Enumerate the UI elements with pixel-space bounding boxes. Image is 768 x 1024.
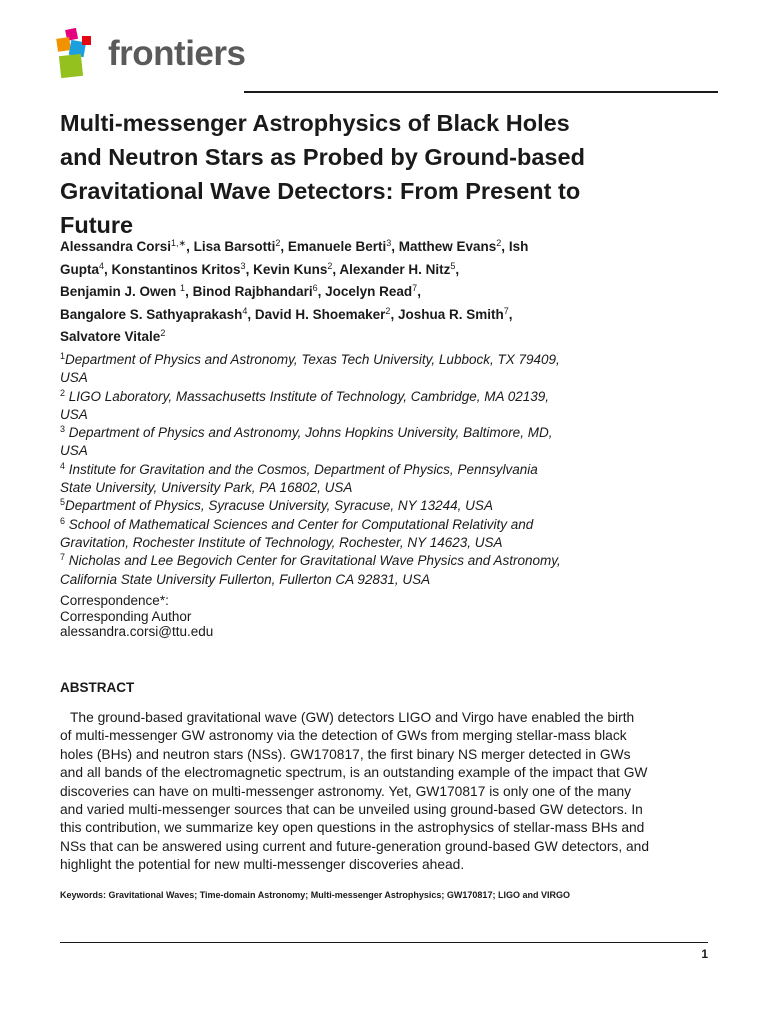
paper-title [60, 106, 700, 242]
affiliation-number: 7 [60, 552, 66, 563]
author-line: Bangalore S. Sathyaprakash$^4$, David H. Shoemaker$^2$, Joshua R. Smith$^7$, [60, 305, 513, 322]
author-affil-mark: 3 [386, 238, 392, 248]
affiliation-item: USA [60, 443, 88, 459]
affiliation-item: $^2$ LIGO Laboratory, Massachusetts Institute of Technology, Cambridge, MA 02139, [60, 387, 550, 404]
author-name: Bangalore S. Sathyaprakash [60, 306, 243, 322]
author-name: Salvatore Vitale [60, 329, 161, 344]
correspondence-label: Correspondence*: [60, 593, 169, 608]
affiliation-number: 3 [60, 424, 66, 435]
author-affil-mark: 4 [242, 305, 248, 316]
page-number: 1 [701, 947, 708, 961]
abstract-heading: ABSTRACT [60, 680, 135, 695]
author-name: Emanuele Berti [287, 239, 387, 254]
affiliation-item: $^3$ Department of Physics and Astronomy, Johns Hopkins University, Baltimore, MD, [60, 424, 553, 441]
title-line: and Neutron Stars as Probed by Ground-based [60, 144, 585, 170]
affiliation-item: $^6$ School of Mathematical Sciences and Center for Computational Relativity and [60, 515, 534, 532]
affiliation-item: USA [60, 406, 88, 422]
frontiers-wordmark: frontiers [108, 34, 246, 73]
author-name: Matthew Evans [398, 239, 497, 254]
affiliation-item: USA [60, 370, 88, 386]
frontiers-logo-icon [56, 28, 106, 80]
author-affil-mark: 1,∗ [171, 238, 187, 248]
frontiers-logo [56, 28, 256, 80]
author-name: David H. Shoemaker [254, 306, 386, 322]
affiliation-item: State University, University Park, PA 16802, USA [60, 480, 353, 496]
author-affil-mark: 1 [180, 283, 186, 293]
author-affil-mark: 2 [496, 238, 502, 248]
author-line: Benjamin J. Owen $^1$, Binod Rajbhandari$^6$, Jocelyn Read$^7$, [60, 283, 421, 299]
author-name: Alexander H. Nitz [339, 261, 451, 277]
correspondence-email[interactable]: alessandra.corsi@ttu.edu [60, 624, 214, 639]
header-rule [244, 91, 718, 93]
author-name: Gupta [60, 261, 99, 277]
author-affil-mark: 6 [312, 283, 318, 293]
author-name: Alessandra Corsi [60, 239, 172, 254]
author-list [60, 236, 710, 349]
author-affil-mark: 7 [412, 283, 418, 293]
correspondence-block [60, 593, 213, 640]
affiliation-number: 5 [60, 497, 66, 508]
affiliation-item: Gravitation, Rochester Institute of Technology, Rochester, NY 14623, USA [60, 534, 503, 550]
author-affil-mark: 5 [450, 260, 456, 271]
title-line: Multi-messenger Astrophysics of Black Holes [60, 110, 570, 136]
title-line: Gravitational Wave Detectors: From Present to [60, 178, 581, 204]
affiliation-number: 2 [60, 387, 66, 398]
title-line: Future [60, 212, 134, 238]
affiliation-number: 4 [60, 460, 66, 471]
correspondence-role: Corresponding Author [60, 608, 192, 624]
author-name: Benjamin J. Owen [60, 284, 177, 299]
author-affil-mark: 4 [99, 260, 105, 271]
author-name: Ish [508, 239, 529, 254]
affiliation-item: $^7$ Nicholas and Lee Begovich Center for Gravitational Wave Physics and Astronomy, [60, 552, 561, 569]
affiliation-number: 1 [60, 351, 66, 361]
author-affil-mark: 2 [275, 238, 281, 248]
keywords: Keywords: Gravitational Waves; Time-domain Astronomy; Multi-messenger Astrophysics; GW170817; LIGO and VIRGO [60, 890, 570, 900]
author-affil-mark: 3 [240, 260, 246, 271]
affiliation-number: 6 [60, 515, 66, 526]
author-line: Gupta$^4$, Konstantinos Kritos$^3$, Kevin Kuns$^2$, Alexander H. Nitz$^5$, [60, 260, 460, 277]
abstract-text: The ground-based gravitational wave (GW) detectors LIGO and Virgo have enabled the birth of multi-messenger GW astronomy via the detection of GWs from merging stellar-mass black holes (BHs) and neutron stars (NSs). GW170817, the first binary NS merger detected in GWs and all bands of the electromagnetic spectrum, is an outstanding example of the impact that GW discoveries can have on multi-messenger astronomy. Yet, GW170817 is only one of the many and varied multi-messenger sources that can be unveiled using ground-based GW detectors. In this contribution, we summarize key open questions in the astrophysics of stellar-mass BHs and NSs that can be answered using current and future-generation ground-based GW detectors, and highlight the potential for new multi-messenger discoveries ahead. [60, 710, 650, 873]
author-affil-mark: 7 [503, 305, 509, 316]
affiliation-item: California State University Fullerton, Fullerton CA 92831, USA [60, 571, 431, 587]
author-name: Konstantinos Kritos [111, 261, 241, 277]
footer-rule [60, 942, 708, 943]
author-affil-mark: 2 [160, 328, 166, 338]
author-name: Binod Rajbhandari [192, 284, 313, 299]
affiliation-list [60, 351, 700, 589]
affiliation-item: $^5$Department of Physics, Syracuse University, Syracuse, NY 13244, USA [60, 497, 493, 514]
author-line [60, 326, 710, 349]
author-name: Kevin Kuns [253, 261, 328, 277]
author-name: Jocelyn Read [325, 284, 413, 299]
author-name: Lisa Barsotti [193, 239, 276, 254]
author-name: Joshua R. Smith [397, 306, 504, 322]
author-line: Alessandra Corsi$^{1,∗}$, Lisa Barsotti$^2$, Emanuele Berti$^3$, Matthew Evans$^2$, Ish [60, 238, 529, 254]
author-affil-mark: 2 [327, 260, 333, 271]
affiliation-item: $^1$Department of Physics and Astronomy, Texas Tech University, Lubbock, TX 79409, [60, 351, 560, 367]
affiliation-item: $^4$ Institute for Gravitation and the Cosmos, Department of Physics, Pennsylvania [60, 460, 538, 477]
author-affil-mark: 2 [385, 305, 391, 316]
